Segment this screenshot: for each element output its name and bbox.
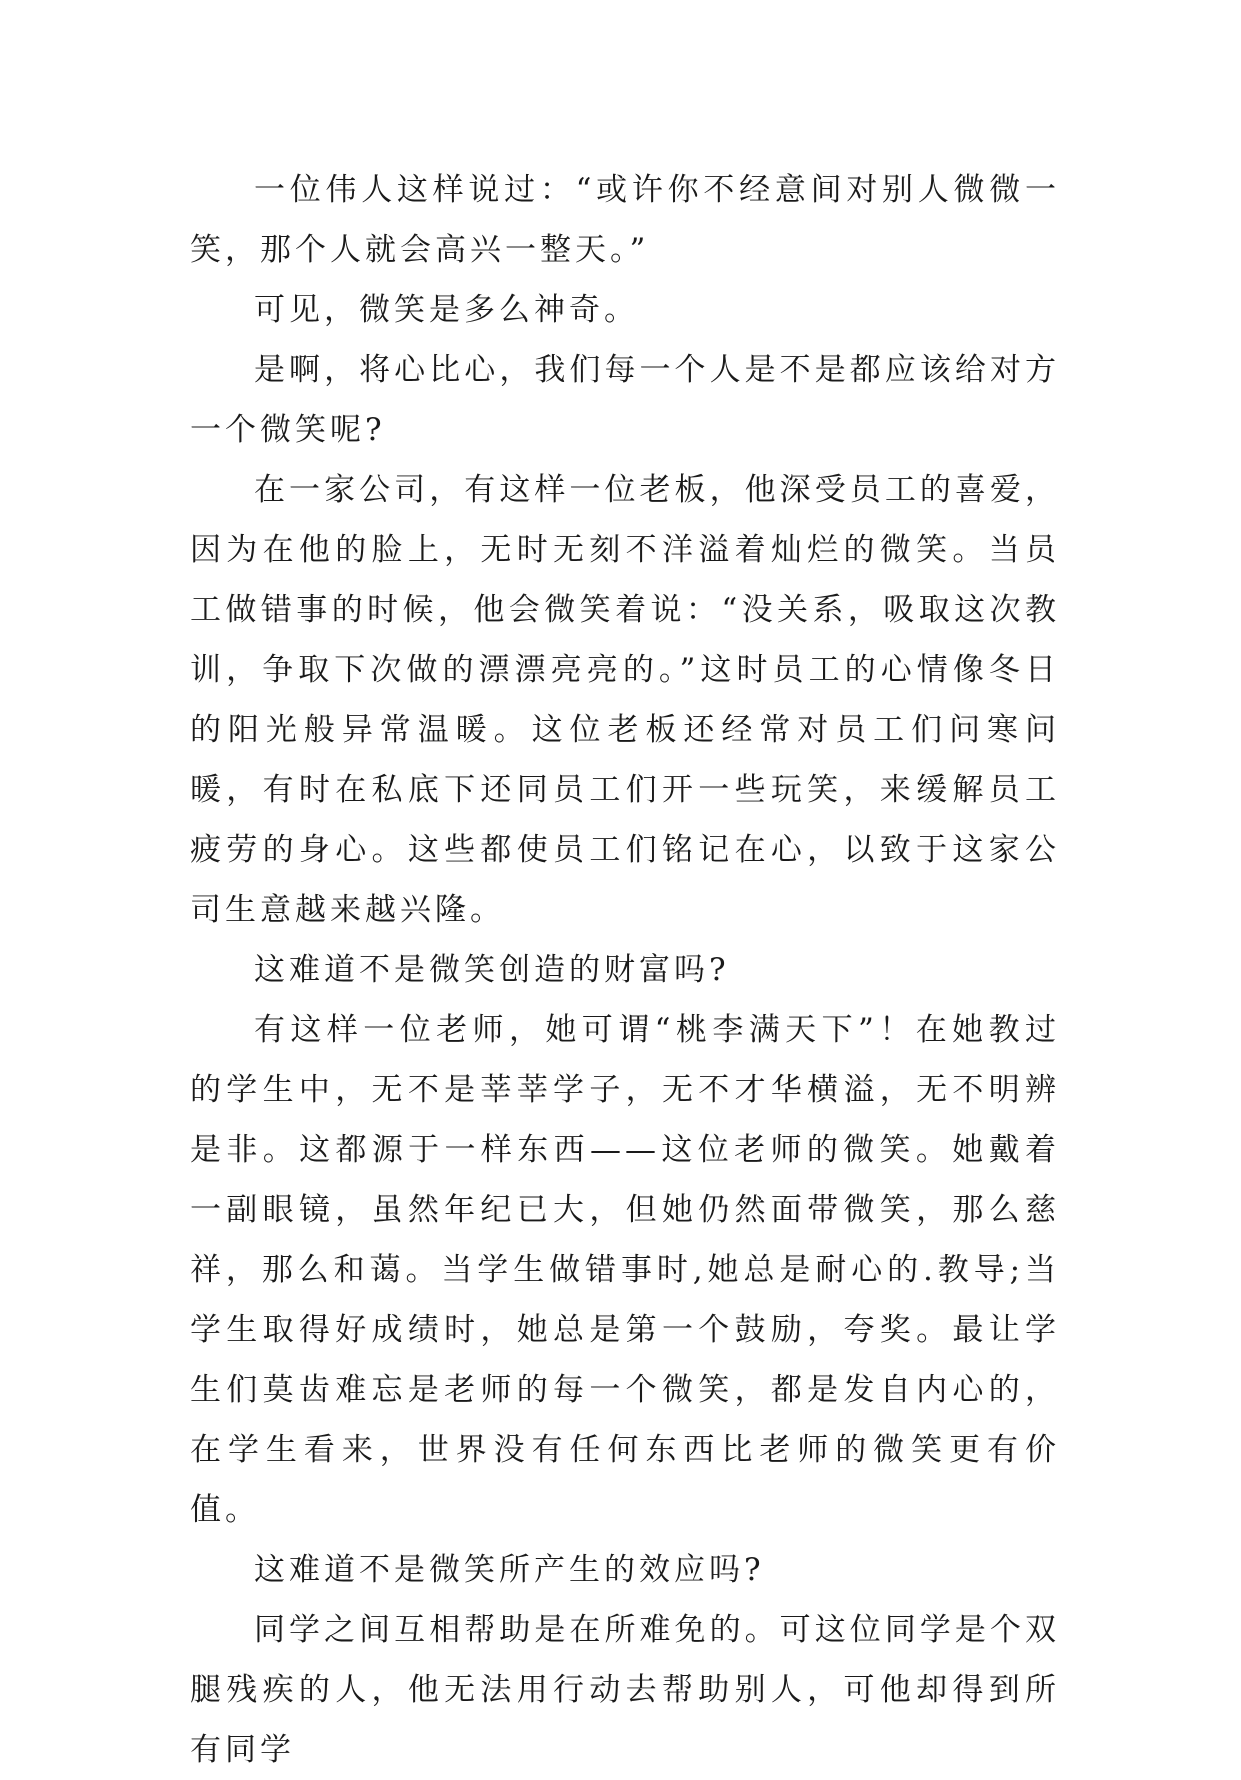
paragraph: 这难道不是微笑所产生的效应吗?: [254, 1552, 765, 1588]
paragraph: 同学之间互相帮助是在所难免的。可这位同学是个双腿残疾的人，他无法用行动去帮助别人，可他却得到所有同学: [190, 1612, 1060, 1768]
paragraph: 一位伟人这样说过：“或许你不经意间对别人微微一笑，那个人就会高兴一整天。”: [190, 172, 1060, 268]
paragraph: 有这样一位老师，她可谓“桃李满天下”！在她教过的学生中，无不是莘莘学子，无不才华横溢，无不明辨是非。这都源于一样东西——这位老师的微笑。她戴着一副眼镜，虽然年纪已大，但她仍然面带微笑，那么慈祥，那么和蔼。当学生做错事时,她总是耐心的.教导;当学生取得好成绩时，她总是第一个鼓励，夸奖。最让学生们莫齿难忘是老师的每一个微笑，都是发自内心的，在学生看来，世界没有任何东西比老师的微笑更有价值。: [190, 1012, 1060, 1528]
paragraph: 是啊，将心比心，我们每一个人是不是都应该给对方一个微笑呢?: [190, 352, 1060, 448]
paragraph: 在一家公司，有这样一位老板，他深受员工的喜爱，因为在他的脸上，无时无刻不洋溢着灿烂的微笑。当员工做错事的时候，他会微笑着说：“没关系，吸取这次教训，争取下次做的漂漂亮亮的。”这时员工的心情像冬日的阳光般异常温暖。这位老板还经常对员工们问寒问暖，有时在私底下还同员工们开一些玩笑，来缓解员工疲劳的身心。这些都使员工们铭记在心，以致于这家公司生意越来越兴隆。: [190, 472, 1060, 928]
paragraph: 可见，微笑是多么神奇。: [254, 292, 639, 328]
paragraph: 这难道不是微笑创造的财富吗?: [254, 952, 730, 988]
document-body: [190, 160, 1060, 1780]
